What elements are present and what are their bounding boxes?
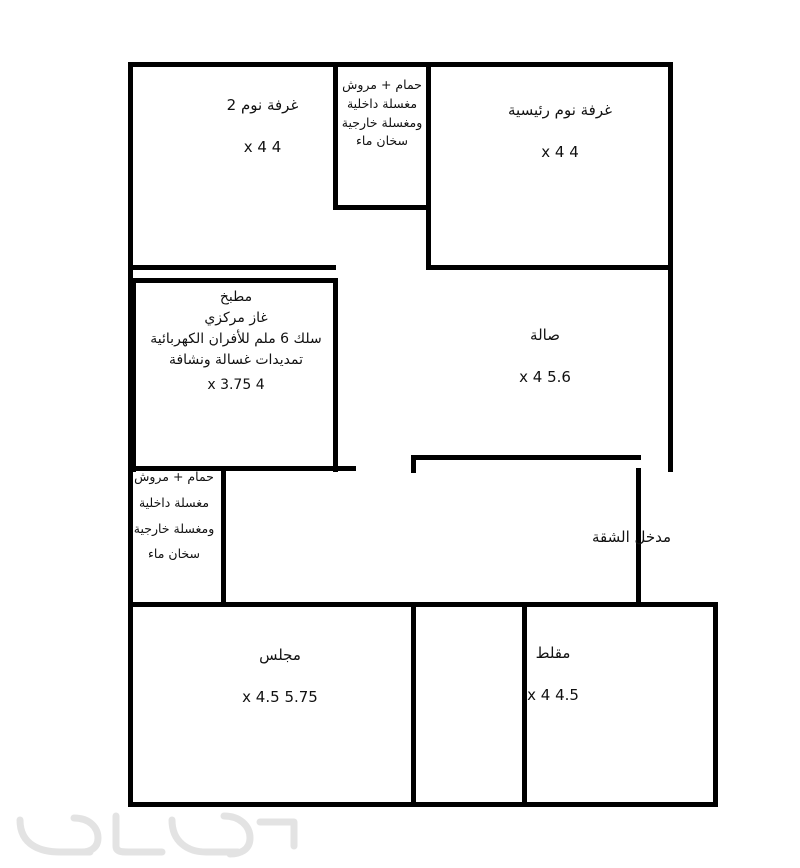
bathroom-top-line-4: سخان ماء	[356, 133, 408, 149]
room-dimensions-hall: 5.6 x 4	[519, 367, 571, 386]
wall-bath-top-bottom	[333, 205, 431, 210]
room-dimensions-master-bedroom: 4 x 4	[541, 142, 579, 161]
bathroom-bottom-line-1: حمام + مروش	[134, 469, 214, 484]
room-name-master-bedroom: غرفة نوم رئيسية	[508, 101, 612, 119]
wall-master-left	[426, 205, 431, 270]
kitchen-line-4: تمديدات غسالة ونشافة	[168, 352, 303, 368]
wall-majlis-right	[411, 602, 416, 807]
room-label-master-bedroom	[455, 100, 665, 164]
watermark-haraj	[12, 806, 302, 860]
label-apartment-entrance: مدخل الشقة	[592, 528, 672, 546]
room-label-bathroom-top	[330, 76, 434, 151]
room-dimensions-maqlat: 4.5 x 4	[527, 685, 579, 704]
room-label-maqlat	[478, 643, 628, 707]
wall-bottom-outer	[128, 802, 718, 807]
room-name-hall: صالة	[530, 326, 560, 344]
room-name-majlis: مجلس	[259, 646, 301, 664]
bathroom-top-line-1: حمام + مروش	[342, 77, 422, 92]
room-dimensions-bedroom-2: 4 x 4	[243, 137, 282, 156]
room-label-bedroom-2	[170, 95, 355, 159]
room-dimensions-majlis: 5.75 x 4.5	[242, 687, 318, 706]
room-name-bedroom-2: غرفة نوم 2	[226, 96, 299, 114]
bathroom-bottom-line-3: ومغسلة خارجية	[133, 520, 215, 536]
wall-bedroom2-bottom	[128, 265, 336, 270]
room-name-maqlat: مقلط	[535, 644, 571, 662]
room-label-bathroom-bottom	[122, 468, 226, 564]
kitchen-dimensions: 4 x 3.75	[207, 377, 265, 393]
bathroom-bottom-line-2: مغسلة داخلية	[138, 494, 210, 510]
bathroom-bottom-line-4: سخان ماء	[148, 546, 200, 562]
wall-kitchen-top	[128, 278, 338, 283]
wall-hall-bottom	[411, 455, 641, 460]
room-label-kitchen	[136, 287, 336, 396]
wall-master-bottom	[426, 265, 673, 270]
bathroom-top-line-2: مغسلة داخلية	[346, 95, 418, 111]
bathroom-top-line-3: ومغسلة خارجية	[341, 114, 423, 130]
kitchen-line-1: مطبخ	[219, 289, 253, 305]
wall-hall-bottom-left-stub	[411, 455, 416, 473]
wall-top-outer	[128, 62, 673, 67]
kitchen-line-2: غاز مركزي	[204, 310, 268, 326]
kitchen-line-3: سلك 6 ملم للأفران الكهربائية	[150, 331, 322, 347]
room-label-majlis	[190, 645, 370, 709]
wall-lower-band-top	[128, 602, 718, 607]
room-label-hall	[455, 325, 635, 389]
wall-right-lower	[713, 602, 718, 807]
